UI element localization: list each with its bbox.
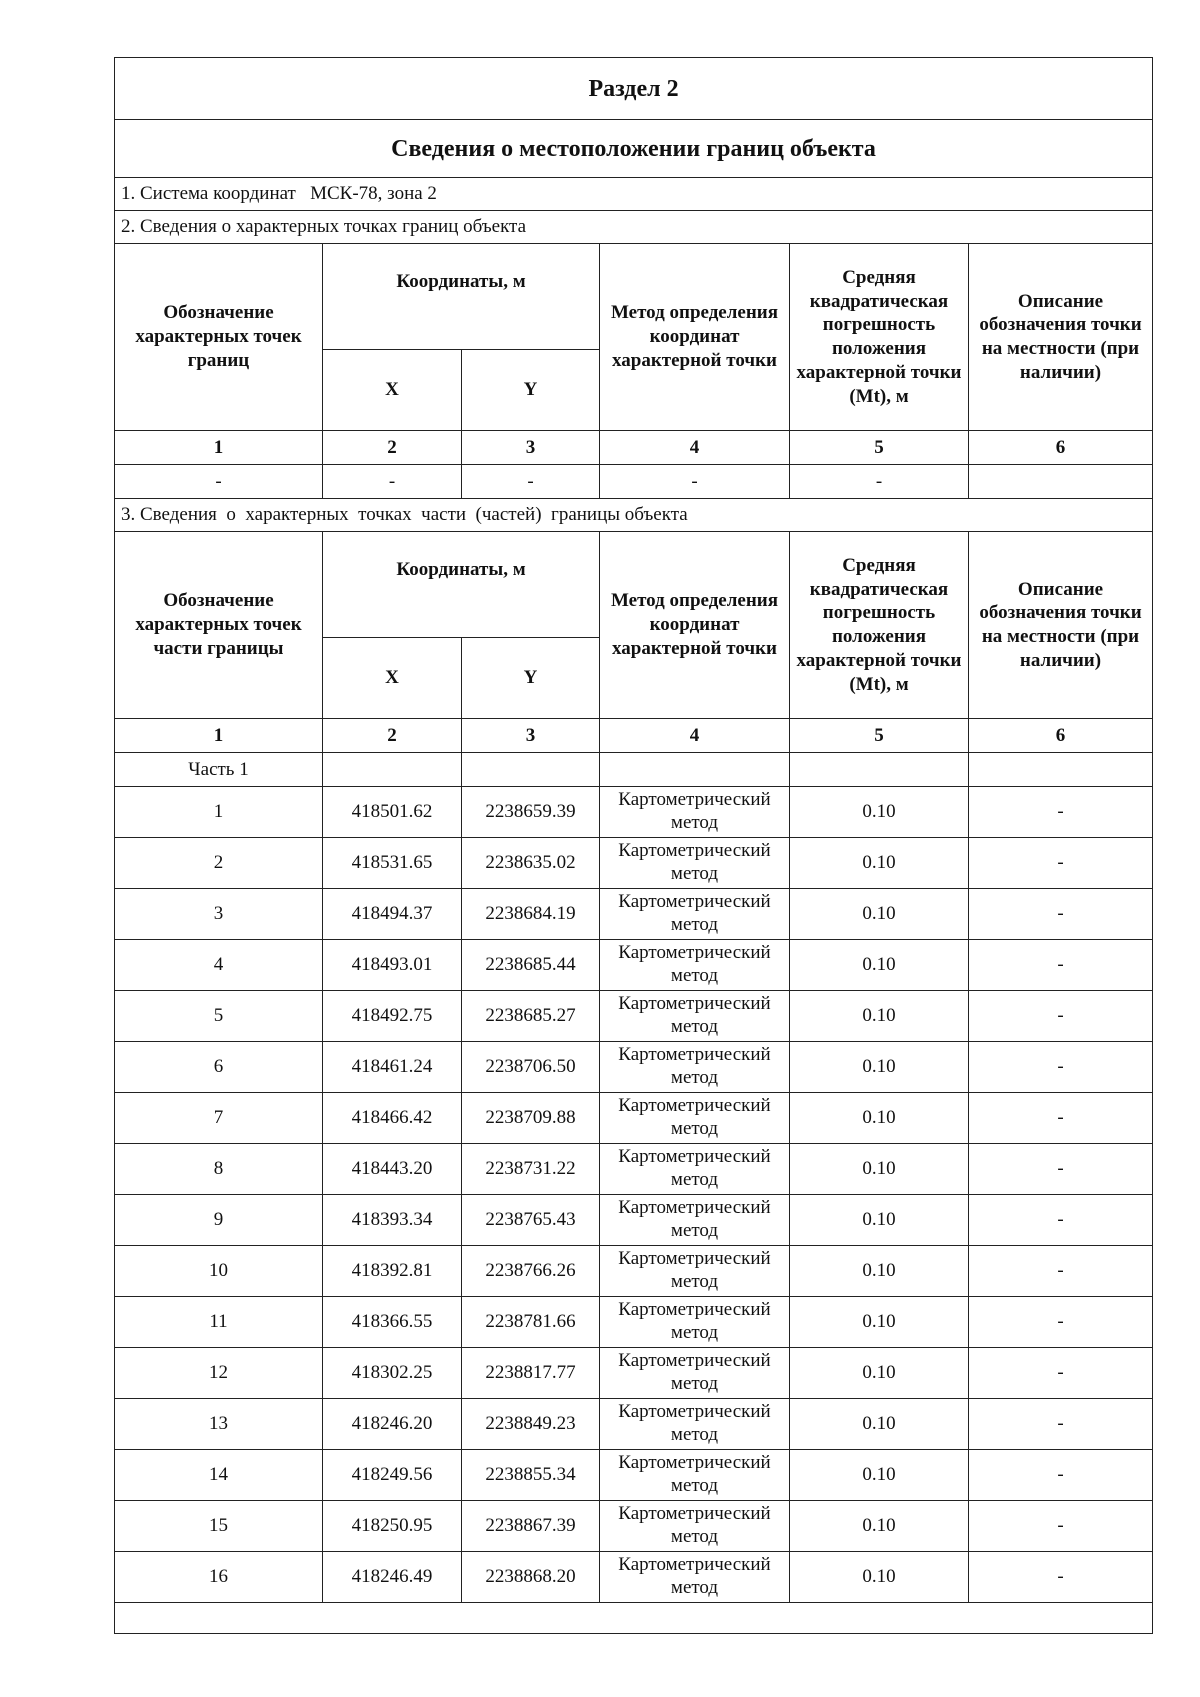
column-number: 5 [790, 431, 969, 465]
x-coordinate-cell: 418461.24 [323, 1042, 462, 1093]
header-coords: Координаты, м [323, 532, 600, 638]
method-text: Картометрический метод [618, 1401, 771, 1445]
method-cell [600, 1348, 790, 1399]
cell [969, 753, 1153, 787]
table-row [115, 889, 1153, 940]
description-cell: - [969, 1042, 1153, 1093]
description-cell: - [969, 787, 1153, 838]
table-row [115, 1042, 1153, 1093]
x-coordinate-cell: 418531.65 [323, 838, 462, 889]
table-row [115, 1144, 1153, 1195]
block2-title: 3. Сведения о характерных точках части (частей) границы объекта [115, 499, 1153, 532]
point-number-cell: 16 [115, 1552, 323, 1603]
column-number: 2 [323, 719, 462, 753]
y-coordinate-cell: 2238765.43 [462, 1195, 600, 1246]
method-text: Картометрический метод [618, 1299, 771, 1343]
point-number-cell: 6 [115, 1042, 323, 1093]
column-number: 4 [600, 431, 790, 465]
x-coordinate-cell: 418246.20 [323, 1399, 462, 1450]
x-coordinate-cell: 418493.01 [323, 940, 462, 991]
method-text: Картометрический метод [618, 891, 771, 935]
table-row [115, 1195, 1153, 1246]
description-cell: - [969, 1093, 1153, 1144]
method-text: Картометрический метод [618, 789, 771, 833]
column-number: 2 [323, 431, 462, 465]
mt-cell: 0.10 [790, 1042, 969, 1093]
method-cell [600, 889, 790, 940]
description-cell: - [969, 1297, 1153, 1348]
column-numbers-row [115, 719, 1153, 753]
column-numbers-row [115, 431, 1153, 465]
header-method: Метод определения координат характерной точки [600, 244, 790, 431]
point-number-cell: 10 [115, 1246, 323, 1297]
description-cell: - [969, 1399, 1153, 1450]
header-x: X [323, 350, 462, 431]
description-cell: - [969, 1246, 1153, 1297]
method-text: Картометрический метод [618, 840, 771, 884]
header-y: Y [462, 350, 600, 431]
method-cell [600, 1552, 790, 1603]
point-number-cell: 8 [115, 1144, 323, 1195]
description-cell: - [969, 940, 1153, 991]
method-cell [600, 1399, 790, 1450]
method-cell [600, 1246, 790, 1297]
method-cell [600, 940, 790, 991]
point-number-cell: 11 [115, 1297, 323, 1348]
x-coordinate-cell: 418250.95 [323, 1501, 462, 1552]
point-number-cell: 5 [115, 991, 323, 1042]
method-cell [600, 1501, 790, 1552]
column-number: 1 [115, 719, 323, 753]
coord-system-row [115, 178, 1153, 211]
y-coordinate-cell: 2238706.50 [462, 1042, 600, 1093]
point-number-cell: 3 [115, 889, 323, 940]
header-description: Описание обозначения точки на местности (при наличии) [969, 532, 1153, 719]
description-cell: - [969, 1552, 1153, 1603]
method-cell [600, 1195, 790, 1246]
column-number: 4 [600, 719, 790, 753]
point-number-cell: 4 [115, 940, 323, 991]
header-method: Метод определения координат характерной точки [600, 532, 790, 719]
mt-cell: 0.10 [790, 787, 969, 838]
cell: - [462, 465, 600, 499]
point-number-cell: 1 [115, 787, 323, 838]
method-text: Картометрический метод [618, 993, 771, 1037]
y-coordinate-cell: 2238867.39 [462, 1501, 600, 1552]
coord-system-value: МСК-78, зона 2 [310, 183, 437, 205]
method-cell [600, 1093, 790, 1144]
method-text: Картометрический метод [618, 1554, 771, 1598]
mt-cell: 0.10 [790, 1552, 969, 1603]
column-number: 6 [969, 431, 1153, 465]
mt-cell: 0.10 [790, 1195, 969, 1246]
header-y: Y [462, 638, 600, 719]
mt-cell: 0.10 [790, 889, 969, 940]
y-coordinate-cell: 2238868.20 [462, 1552, 600, 1603]
header-point: Обозначение характерных точек части границы [115, 532, 323, 719]
cell [462, 753, 600, 787]
y-coordinate-cell: 2238855.34 [462, 1450, 600, 1501]
point-number-cell: 15 [115, 1501, 323, 1552]
x-coordinate-cell: 418393.34 [323, 1195, 462, 1246]
description-cell: - [969, 1348, 1153, 1399]
method-cell [600, 1450, 790, 1501]
table-row [115, 1246, 1153, 1297]
y-coordinate-cell: 2238817.77 [462, 1348, 600, 1399]
header-point: Обозначение характерных точек границ [115, 244, 323, 431]
mt-cell: 0.10 [790, 991, 969, 1042]
column-number: 1 [115, 431, 323, 465]
x-coordinate-cell: 418246.49 [323, 1552, 462, 1603]
cell: - [115, 465, 323, 499]
part-label: Часть 1 [115, 753, 323, 787]
method-text: Картометрический метод [618, 1248, 771, 1292]
y-coordinate-cell: 2238781.66 [462, 1297, 600, 1348]
method-cell [600, 1297, 790, 1348]
header-error: Средняя квадратическая погрешность положения характерной точки (Mt), м [790, 244, 969, 431]
y-coordinate-cell: 2238685.27 [462, 991, 600, 1042]
header-description: Описание обозначения точки на местности (при наличии) [969, 244, 1153, 431]
method-text: Картометрический метод [618, 1197, 771, 1241]
description-cell: - [969, 991, 1153, 1042]
cell [969, 465, 1153, 499]
x-coordinate-cell: 418302.25 [323, 1348, 462, 1399]
column-number: 6 [969, 719, 1153, 753]
header-x: X [323, 638, 462, 719]
column-number: 3 [462, 719, 600, 753]
method-text: Картометрический метод [618, 1146, 771, 1190]
table-row [115, 465, 1153, 499]
table-row [115, 1348, 1153, 1399]
mt-cell: 0.10 [790, 1348, 969, 1399]
point-number-cell: 14 [115, 1450, 323, 1501]
point-number-cell: 2 [115, 838, 323, 889]
cell [323, 753, 462, 787]
column-number: 5 [790, 719, 969, 753]
table-row [115, 787, 1153, 838]
description-cell: - [969, 1501, 1153, 1552]
mt-cell: 0.10 [790, 1399, 969, 1450]
table-row [115, 940, 1153, 991]
table-row [115, 838, 1153, 889]
point-number-cell: 12 [115, 1348, 323, 1399]
y-coordinate-cell: 2238766.26 [462, 1246, 600, 1297]
cell [600, 753, 790, 787]
cell: - [323, 465, 462, 499]
table-row [115, 1552, 1153, 1603]
table-row [115, 1399, 1153, 1450]
empty-footer-row [115, 1603, 1153, 1634]
cell: - [600, 465, 790, 499]
y-coordinate-cell: 2238731.22 [462, 1144, 600, 1195]
y-coordinate-cell: 2238659.39 [462, 787, 600, 838]
point-number-cell: 9 [115, 1195, 323, 1246]
method-cell [600, 991, 790, 1042]
header-error: Средняя квадратическая погрешность положения характерной точки (Mt), м [790, 532, 969, 719]
table-row [115, 991, 1153, 1042]
table-row [115, 1501, 1153, 1552]
point-number-cell: 13 [115, 1399, 323, 1450]
empty-cell [115, 1603, 1153, 1634]
method-cell [600, 1144, 790, 1195]
x-coordinate-cell: 418366.55 [323, 1297, 462, 1348]
mt-cell: 0.10 [790, 1246, 969, 1297]
x-coordinate-cell: 418249.56 [323, 1450, 462, 1501]
point-number-cell: 7 [115, 1093, 323, 1144]
y-coordinate-cell: 2238684.19 [462, 889, 600, 940]
mt-cell: 0.10 [790, 1144, 969, 1195]
section-title: Раздел 2 [115, 58, 1153, 120]
cell: - [790, 465, 969, 499]
section-subtitle: Сведения о местоположении границ объекта [115, 120, 1153, 178]
y-coordinate-cell: 2238709.88 [462, 1093, 600, 1144]
method-cell [600, 1042, 790, 1093]
description-cell: - [969, 1195, 1153, 1246]
x-coordinate-cell: 418443.20 [323, 1144, 462, 1195]
coord-system-label: 1. Система координат [121, 183, 296, 205]
part-row [115, 753, 1153, 787]
column-number: 3 [462, 431, 600, 465]
boundary-table [114, 57, 1153, 1634]
x-coordinate-cell: 418492.75 [323, 991, 462, 1042]
method-cell [600, 838, 790, 889]
mt-cell: 0.10 [790, 1501, 969, 1552]
method-cell [600, 787, 790, 838]
x-coordinate-cell: 418494.37 [323, 889, 462, 940]
header-coords: Координаты, м [323, 244, 600, 350]
y-coordinate-cell: 2238635.02 [462, 838, 600, 889]
y-coordinate-cell: 2238849.23 [462, 1399, 600, 1450]
x-coordinate-cell: 418392.81 [323, 1246, 462, 1297]
mt-cell: 0.10 [790, 1093, 969, 1144]
mt-cell: 0.10 [790, 940, 969, 991]
block1-title: 2. Сведения о характерных точках границ объекта [115, 211, 1153, 244]
method-text: Картометрический метод [618, 1503, 771, 1547]
description-cell: - [969, 838, 1153, 889]
method-text: Картометрический метод [618, 1350, 771, 1394]
method-text: Картометрический метод [618, 1452, 771, 1496]
method-text: Картометрический метод [618, 1095, 771, 1139]
mt-cell: 0.10 [790, 1297, 969, 1348]
description-cell: - [969, 1450, 1153, 1501]
description-cell: - [969, 889, 1153, 940]
x-coordinate-cell: 418466.42 [323, 1093, 462, 1144]
table-row [115, 1297, 1153, 1348]
method-text: Картометрический метод [618, 942, 771, 986]
cell [790, 753, 969, 787]
description-cell: - [969, 1144, 1153, 1195]
table-row [115, 1450, 1153, 1501]
mt-cell: 0.10 [790, 1450, 969, 1501]
y-coordinate-cell: 2238685.44 [462, 940, 600, 991]
mt-cell: 0.10 [790, 838, 969, 889]
method-text: Картометрический метод [618, 1044, 771, 1088]
x-coordinate-cell: 418501.62 [323, 787, 462, 838]
table-row [115, 1093, 1153, 1144]
